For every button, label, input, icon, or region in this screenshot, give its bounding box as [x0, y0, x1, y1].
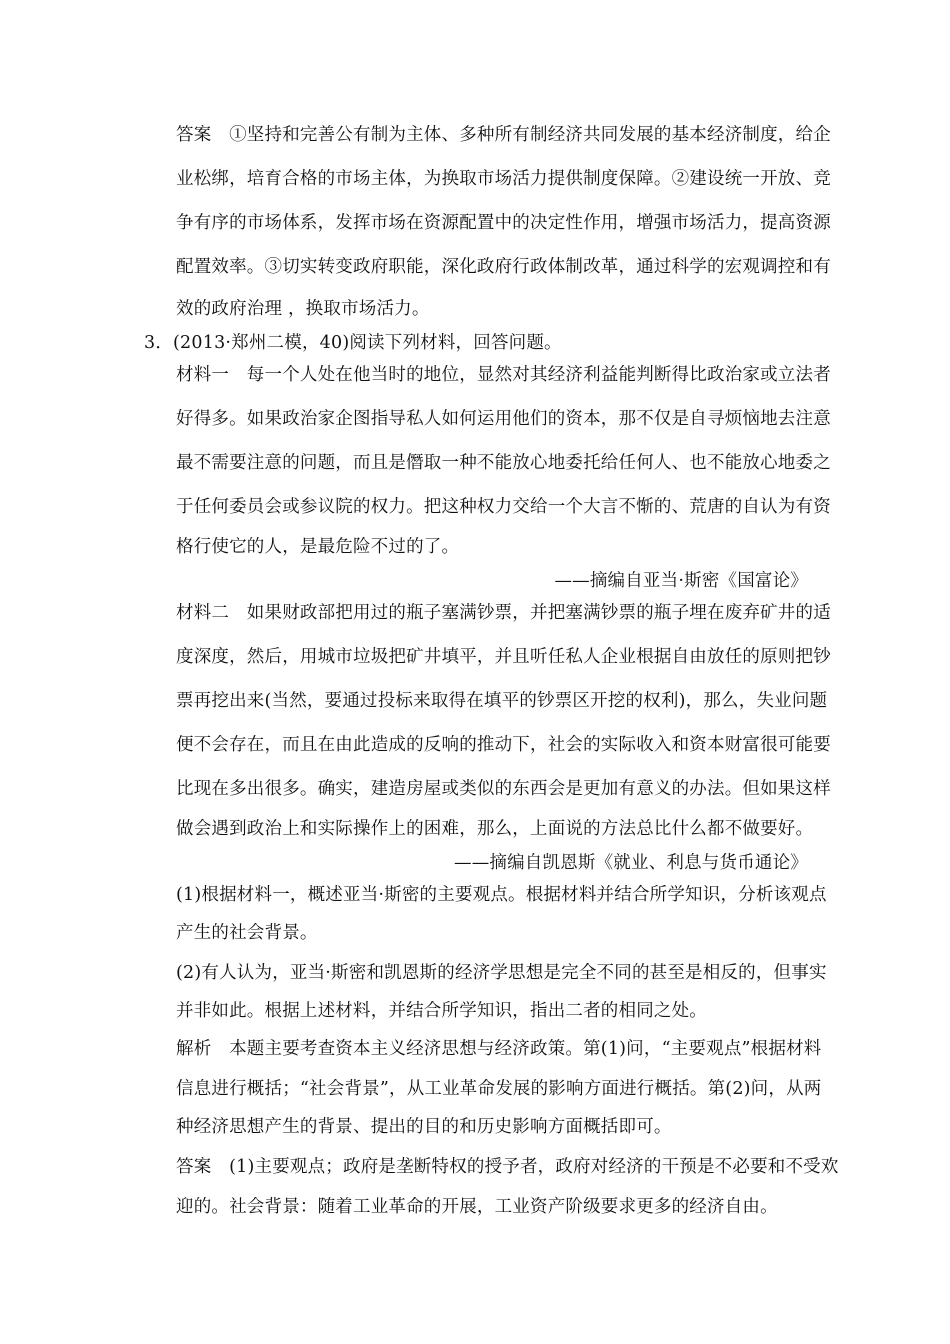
material-1-source: ——摘编自亚当·斯密《国富论》 — [554, 571, 808, 591]
material-2-line-5: 比现在多出很多。确实，建造房屋或类似的东西会是更加有意义的办法。但如果这样 — [176, 779, 831, 799]
material-1-line-5: 格行使它的人，是最危险不过的了。 — [176, 537, 460, 557]
material-2-line-2: 度深度，然后，用城市垃圾把矿井填平，并且听任私人企业根据自由放任的原则把钞 — [176, 647, 831, 667]
sub-question-2-line-1: (2)有人认为，亚当·斯密和凯恩斯的经济学思想是完全不同的甚至是相反的，但事实 — [176, 963, 827, 983]
sub-question-1-line-1: (1)根据材料一，概述亚当·斯密的主要观点。根据材料并结合所学知识，分析该观点 — [176, 885, 827, 905]
answer-2-line-5: 效的政府治理 ，换取市场活力。 — [176, 299, 430, 319]
material-1-line-1: 材料一 每一个人处在他当时的地位，显然对其经济利益能判断得比政治家或立法者 — [176, 365, 831, 385]
question-3-heading: 3．(2013·郑州二模，40)阅读下列材料，回答问题。 — [144, 333, 562, 353]
answer-3-line-1: 答案 (1)主要观点；政府是垄断特权的授予者，政府对经济的干预是不必要和不受欢 — [176, 1157, 839, 1177]
sub-question-2-line-2: 并非如此。根据上述材料，并结合所学知识，指出二者的相同之处。 — [176, 1001, 707, 1021]
material-2-line-3: 票再挖出来(当然，要通过投标来取得在填平的钞票区开挖的权利)，那么，失业问题 — [176, 691, 828, 711]
analysis-line-2: 信息进行概括；“社会背景”，从工业革命发展的影响方面进行概括。第(2)问，从两 — [176, 1079, 822, 1099]
answer-3-line-2: 迎的。社会背景：随着工业革命的开展，工业资产阶级要求更多的经济自由。 — [176, 1197, 778, 1217]
material-1-line-3: 最不需要注意的问题，而且是僭取一种不能放心地委托给任何人、也不能放心地委之 — [176, 453, 831, 473]
analysis-line-3: 种经济思想产生的背景、提出的目的和历史影响方面概括即可。 — [176, 1117, 672, 1137]
material-2-line-1: 材料二 如果财政部把用过的瓶子塞满钞票，并把塞满钞票的瓶子埋在废弃矿井的适 — [176, 603, 831, 623]
sub-question-1-line-2: 产生的社会背景。 — [176, 923, 318, 943]
material-1-line-2: 好得多。如果政治家企图指导私人如何运用他们的资本，那不仅是自寻烦恼地去注意 — [176, 409, 831, 429]
answer-2-line-1: 答案 ①坚持和完善公有制为主体、多种所有制经济共同发展的基本经济制度，给企 — [176, 125, 831, 145]
material-2-source: ——摘编自凯恩斯《就业、利息与货币通论》 — [454, 853, 808, 873]
material-1-line-4: 于任何委员会或参议院的权力。把这种权力交给一个大言不惭的、荒唐的自认为有资 — [176, 497, 831, 517]
answer-2-line-4: 配置效率。③切实转变政府职能，深化政府行政体制改革，通过科学的宏观调控和有 — [176, 257, 831, 277]
answer-2-line-2: 业松绑，培育合格的市场主体，为换取市场活力提供制度保障。②建设统一开放、竞 — [176, 169, 831, 189]
material-2-line-6: 做会遇到政治上和实际操作上的困难，那么，上面说的方法总比什么都不做要好。 — [176, 819, 814, 839]
material-2-line-4: 便不会存在，而且在由此造成的反响的推动下，社会的实际收入和资本财富很可能要 — [176, 735, 831, 755]
analysis-line-1: 解析 本题主要考查资本主义经济思想与经济政策。第(1)问，“主要观点”根据材料 — [176, 1039, 822, 1059]
answer-2-line-3: 争有序的市场体系，发挥市场在资源配置中的决定性作用，增强市场活力，提高资源 — [176, 213, 831, 233]
